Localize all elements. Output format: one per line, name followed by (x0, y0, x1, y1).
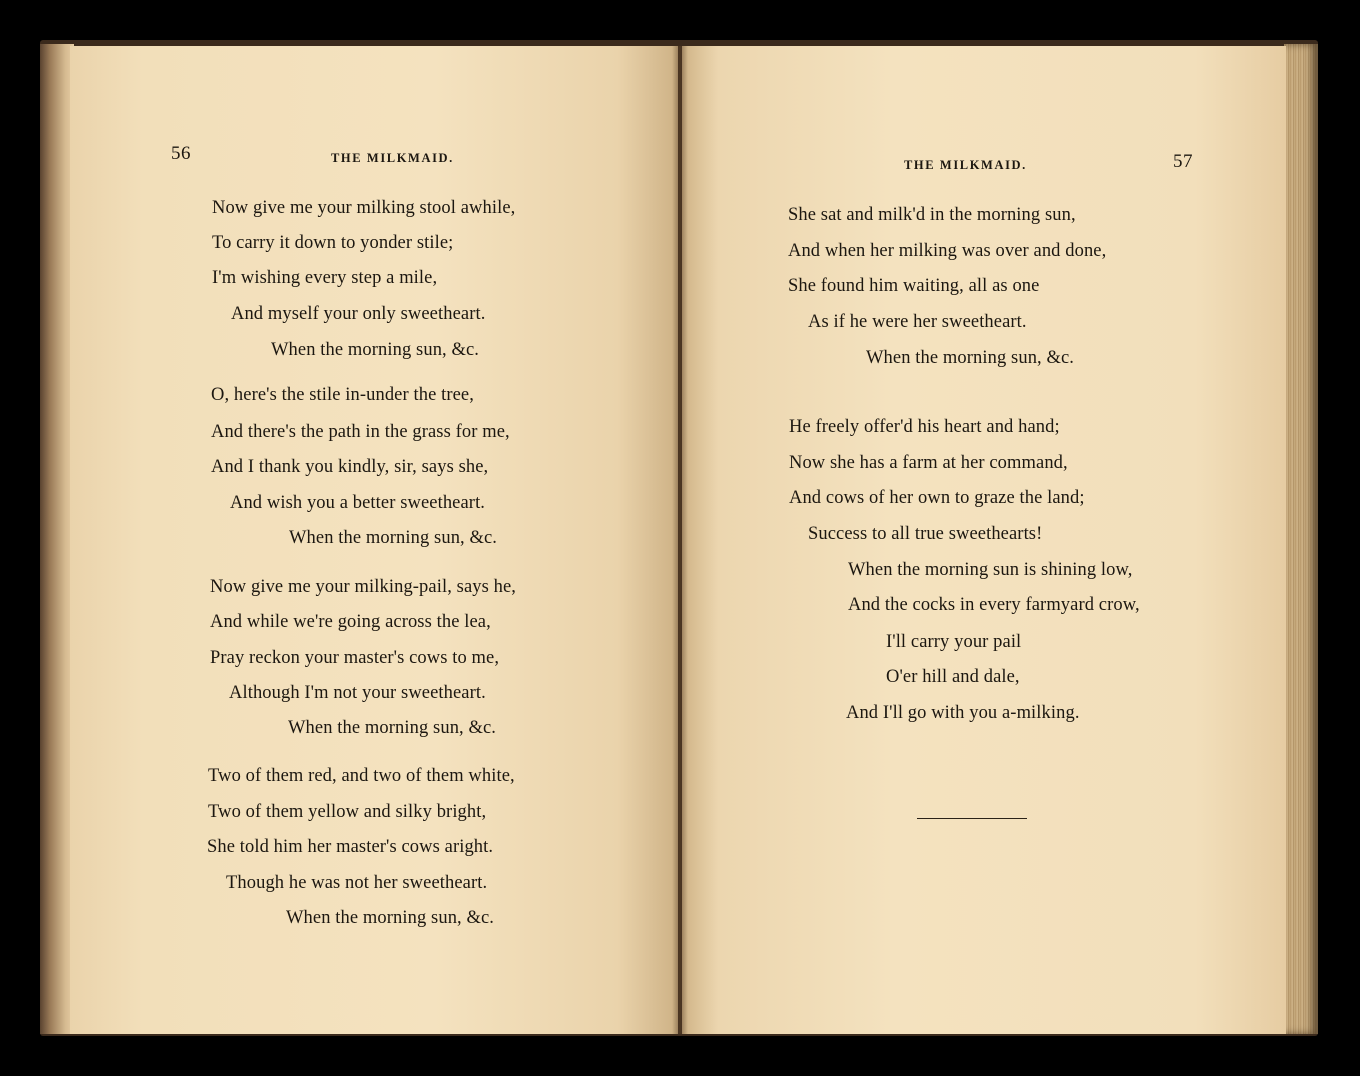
right-page-edges (1284, 44, 1318, 1034)
verse-line: Now give me your milking-pail, says he, (210, 577, 517, 597)
verse-line: He freely offer'd his heart and hand; (789, 417, 1060, 437)
refrain-line: I'll carry your pail (886, 632, 1022, 652)
refrain-line: O'er hill and dale, (886, 667, 1020, 687)
verse-line: Pray reckon your master's cows to me, (210, 648, 500, 668)
verse-line: And cows of her own to graze the land; (789, 488, 1085, 508)
section-end-rule (917, 818, 1027, 819)
refrain-line: When the morning sun, &c. (866, 348, 1075, 368)
verse-line: I'm wishing every step a mile, (212, 268, 438, 288)
verse-line: Now she has a farm at her command, (789, 453, 1068, 473)
verse-line: As if he were her sweetheart. (808, 312, 1027, 332)
refrain-line: When the morning sun, &c. (288, 718, 497, 738)
book-gutter (672, 46, 688, 1034)
running-head-right: THE MILKMAID. (904, 158, 1027, 172)
left-page-edges (40, 44, 74, 1034)
refrain-line: When the morning sun, &c. (286, 908, 495, 928)
verse-line: And when her milking was over and done, (788, 241, 1107, 261)
verse-line: And wish you a better sweetheart. (230, 493, 486, 513)
running-head-left: THE MILKMAID. (331, 151, 454, 165)
verse-line: Success to all true sweethearts! (808, 524, 1043, 544)
page-number-right: 57 (1173, 151, 1193, 172)
verse-line: And I thank you kindly, sir, says she, (211, 457, 489, 477)
verse-line: O, here's the stile in-under the tree, (211, 385, 474, 405)
verse-line: She found him waiting, all as one (788, 276, 1040, 296)
verse-line: Though he was not her sweetheart. (226, 873, 488, 893)
verse-line: She told him her master's cows aright. (207, 837, 494, 857)
verse-line: And while we're going across the lea, (210, 612, 491, 632)
page-number-left: 56 (171, 143, 191, 164)
refrain-line: And the cocks in every farmyard crow, (848, 595, 1140, 615)
verse-line: She sat and milk'd in the morning sun, (788, 205, 1076, 225)
verse-line: Two of them yellow and silky bright, (208, 802, 487, 822)
verse-line: And there's the path in the grass for me, (211, 422, 510, 442)
refrain-line: When the morning sun, &c. (271, 340, 480, 360)
refrain-line: When the morning sun is shining low, (848, 560, 1133, 580)
verse-line: Although I'm not your sweetheart. (229, 683, 486, 703)
verse-line: To carry it down to yonder stile; (212, 233, 454, 253)
refrain-line: When the morning sun, &c. (289, 528, 498, 548)
verse-line: Now give me your milking stool awhile, (212, 198, 516, 218)
verse-line: And myself your only sweetheart. (231, 304, 486, 324)
refrain-line: And I'll go with you a-milking. (846, 703, 1080, 723)
verse-line: Two of them red, and two of them white, (208, 766, 515, 786)
